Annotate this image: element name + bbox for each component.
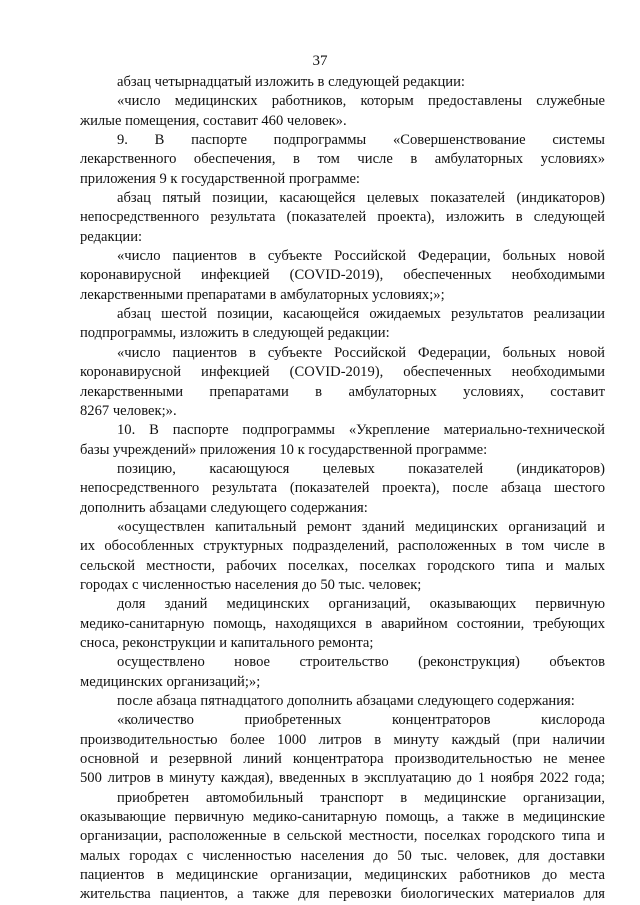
text-line: абзац шестой позиции, касающейся ожидаемых результатов реализации — [117, 306, 605, 323]
text-line: коронавирусной инфекцией (COVID-2019), обеспеченных необходимыми — [80, 364, 605, 381]
text-line: непосредственного результата (показателей проекта), изложить в следующей — [80, 209, 605, 226]
text-line: медицинских организаций;»; — [80, 673, 261, 690]
document-body — [80, 73, 605, 905]
text-line: абзац пятый позиции, касающейся целевых показателей (индикаторов) — [117, 190, 605, 207]
text-line: «число пациентов в субъекте Российской Федерации, больных новой — [117, 344, 605, 361]
text-line: малых городах с численностью населения до 50 тыс. человек, для доставки — [80, 847, 605, 864]
text-line: основной и резервной линий концентратора производительностью не менее — [80, 751, 605, 768]
text-line: жилые помещения, составит 460 человек». — [80, 112, 347, 129]
text-line: «число медицинских работников, которым предоставлены служебные — [117, 93, 605, 110]
text-line: «число пациентов в субъекте Российской Федерации, больных новой — [117, 248, 605, 265]
text-line: «количество приобретенных концентраторов кислорода — [117, 712, 605, 729]
text-line: организации, расположенные в сельской местности, поселках городского типа и — [80, 828, 605, 845]
text-line: сноса, реконструкции и капитального ремонта; — [80, 634, 374, 651]
text-line: 9. В паспорте подпрограммы «Совершенствование системы — [117, 132, 605, 149]
text-line: медико-санитарную помощь, находящихся в аварийном состоянии, требующих — [80, 615, 605, 632]
text-line: коронавирусной инфекцией (COVID-2019), обеспеченных необходимыми — [80, 267, 605, 284]
text-line: 500 литров в минуту каждая), введенных в эксплуатацию до 1 ноября 2022 года; — [80, 770, 605, 787]
text-line: 8267 человек;». — [80, 402, 177, 419]
text-line: «осуществлен капитальный ремонт зданий медицинских организаций и — [117, 518, 605, 535]
text-line: лекарственного обеспечения, в том числе в амбулаторных условиях» — [80, 151, 605, 168]
text-line: приложения 9 к государственной программе: — [80, 170, 360, 187]
text-line: доля зданий медицинских организаций, оказывающих первичную — [117, 596, 605, 613]
text-line: городах с численностью населения до 50 тыс. человек; — [80, 576, 422, 593]
text-line: позицию, касающуюся целевых показателей (индикаторов) — [117, 460, 605, 477]
text-line: базы учреждений» приложения 10 к государственной программе: — [80, 441, 488, 458]
text-line: абзац четырнадцатый изложить в следующей редакции: — [117, 74, 465, 90]
text-line: приобретен автомобильный транспорт в медицинские организации, — [117, 789, 605, 806]
text-line: подпрограммы, изложить в следующей редакции: — [80, 325, 390, 342]
text-line: жительства пациентов, а также для перевозки биологических материалов для — [80, 886, 605, 903]
text-line: сельской местности, рабочих поселках, поселках городского типа и малых — [80, 557, 605, 574]
text-line: лекарственными препаратами в амбулаторных условиях, составит — [80, 383, 605, 400]
page-number: 37 — [312, 53, 328, 69]
text-line: осуществлено новое строительство (реконструкция) объектов — [117, 654, 605, 671]
text-line: непосредственного результата (показателей проекта), после абзаца шестого — [80, 480, 605, 497]
text-line: оказывающие первичную медико-санитарную помощь, а также в медицинские — [80, 809, 605, 826]
text-line: их обособленных структурных подразделений, расположенных в том числе в — [80, 538, 605, 555]
text-line: после абзаца пятнадцатого дополнить абзацами следующего содержания: — [117, 693, 575, 709]
text-line: лекарственными препаратами в амбулаторных условиях;»; — [80, 286, 445, 303]
text-line: редакции: — [80, 228, 143, 245]
text-line: 10. В паспорте подпрограммы «Укрепление материально-технической — [117, 422, 605, 439]
text-line: производительностью более 1000 литров в минуту каждый (при наличии — [80, 731, 605, 748]
text-line: пациентов в медицинские организации, медицинских работников до места — [80, 867, 605, 884]
text-line: дополнить абзацами следующего содержания: — [80, 499, 368, 516]
